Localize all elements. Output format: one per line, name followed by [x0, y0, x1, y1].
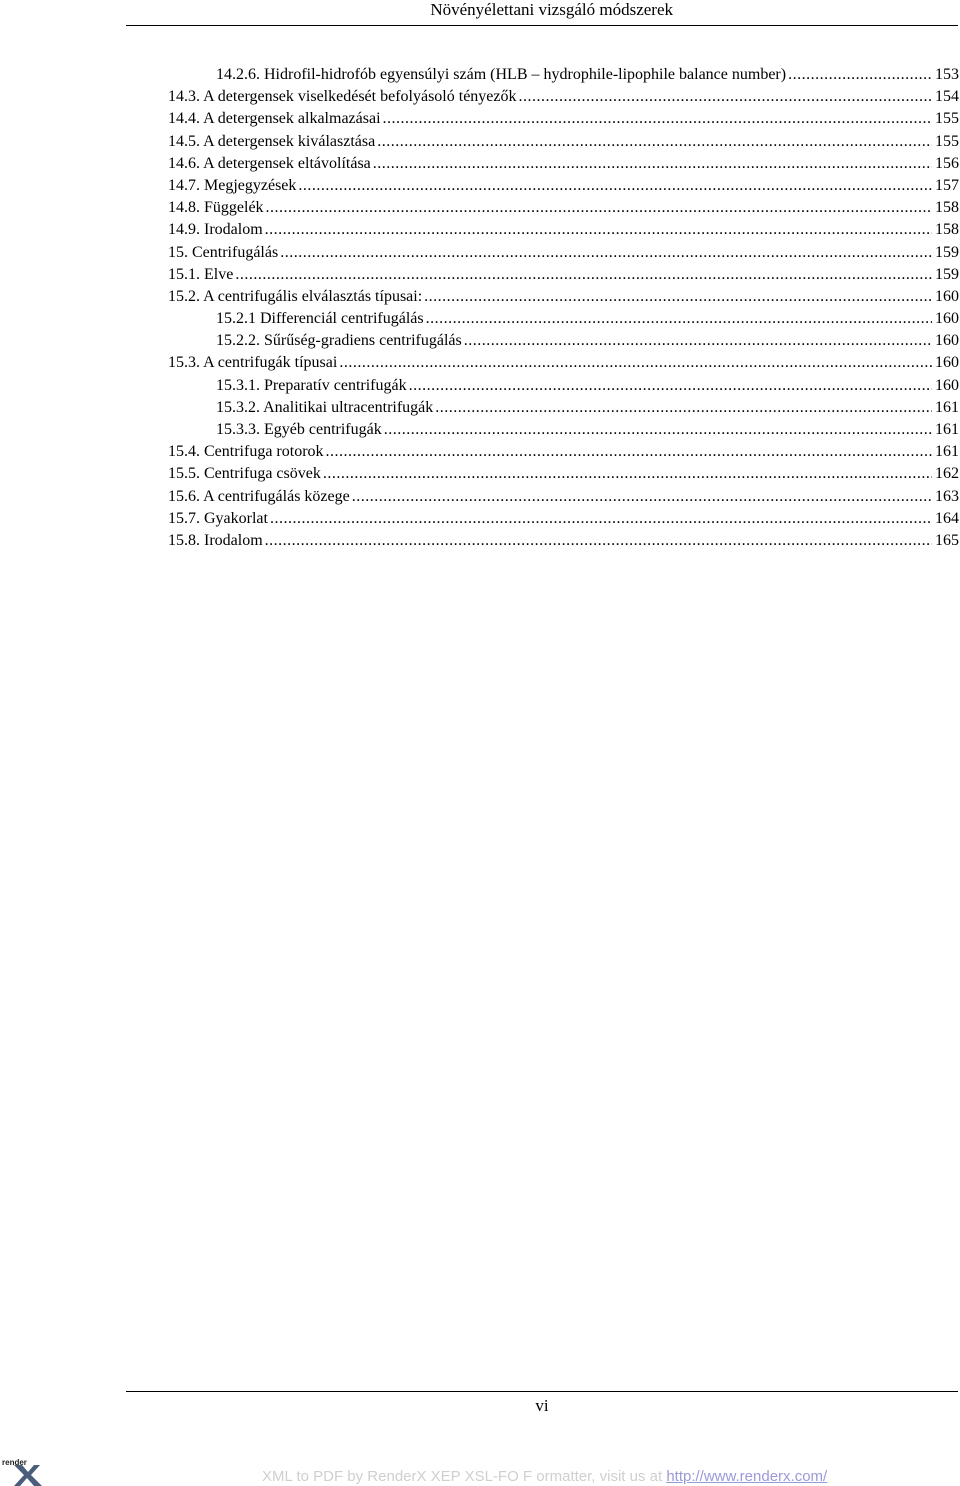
- watermark-link[interactable]: http://www.renderx.com/: [666, 1468, 828, 1485]
- toc-entry-page: 160: [935, 287, 959, 305]
- toc-entry-label: 15.3. A centrifugák típusai: [168, 354, 338, 372]
- running-title: Növényélettani vizsgáló módszerek: [430, 0, 673, 19]
- page-number: vi: [535, 1396, 549, 1415]
- toc-entry[interactable]: [168, 330, 959, 352]
- toc-leader-dots: [383, 108, 932, 130]
- toc-entry[interactable]: [168, 530, 959, 552]
- toc-entry-label: 15.1. Elve: [168, 265, 234, 283]
- toc-entry-label: 14.7. Megjegyzések: [168, 176, 297, 194]
- renderx-logo-text: render: [2, 1458, 27, 1467]
- toc-entry[interactable]: [168, 419, 959, 441]
- toc-entry-page: 153: [935, 66, 959, 83]
- toc-entry-page: 158: [935, 199, 959, 217]
- toc-leader-dots: [326, 441, 932, 463]
- toc-entry-page: 160: [935, 376, 959, 394]
- toc-entry-label: 15.5. Centrifuga csövek: [168, 465, 321, 483]
- toc-entry-label: 15.3.2. Analitikai ultracentrifugák: [216, 398, 434, 416]
- toc-entry[interactable]: [168, 175, 959, 197]
- toc-entry-page: 161: [935, 421, 959, 438]
- toc-leader-dots: [426, 308, 932, 330]
- toc-entry[interactable]: [168, 286, 959, 308]
- toc-leader-dots: [270, 508, 932, 530]
- toc-leader-dots: [519, 86, 933, 108]
- toc-entry-label: 14.6. A detergensek eltávolítása: [168, 154, 371, 172]
- toc-leader-dots: [298, 175, 932, 197]
- toc-entry[interactable]: [168, 86, 959, 108]
- toc-entry-page: 159: [935, 265, 959, 283]
- toc-entry-label: 14.4. A detergensek alkalmazásai: [168, 110, 381, 128]
- toc-leader-dots: [435, 397, 932, 419]
- watermark: [262, 1468, 827, 1485]
- toc-entry[interactable]: [168, 352, 959, 374]
- toc-entry-page: 163: [935, 487, 959, 505]
- toc-leader-dots: [323, 463, 932, 485]
- toc-entry-page: 162: [935, 465, 959, 483]
- table-of-contents: [168, 64, 959, 552]
- toc-entry[interactable]: [168, 64, 959, 86]
- toc-entry-label: 15. Centrifugálás: [168, 243, 279, 261]
- toc-entry-label: 15.8. Irodalom: [168, 531, 263, 549]
- toc-entry-label: 15.2.2. Sűrűség-gradiens centrifugálás: [216, 332, 462, 350]
- toc-leader-dots: [788, 64, 932, 86]
- toc-entry-label: 14.5. A detergensek kiválasztása: [168, 132, 376, 150]
- toc-entry-label: 15.2.1 Differenciál centrifugálás: [216, 310, 424, 328]
- toc-entry[interactable]: [168, 264, 959, 286]
- toc-entry-page: 158: [935, 221, 959, 239]
- toc-entry-page: 160: [935, 332, 959, 350]
- toc-entry-page: 155: [935, 132, 959, 150]
- toc-leader-dots: [266, 197, 932, 219]
- toc-entry-page: 156: [935, 154, 959, 172]
- toc-leader-dots: [373, 153, 932, 175]
- toc-leader-dots: [265, 530, 932, 552]
- toc-entry-page: 160: [935, 310, 959, 328]
- toc-entry[interactable]: [168, 219, 959, 241]
- toc-entry-label: 15.6. A centrifugálás közege: [168, 487, 350, 505]
- toc-entry[interactable]: [168, 441, 959, 463]
- toc-leader-dots: [339, 352, 932, 374]
- toc-entry-page: 157: [935, 176, 959, 194]
- toc-entry-page: 161: [935, 398, 959, 416]
- toc-entry-page: 155: [935, 110, 959, 128]
- toc-entry-label: 15.7. Gyakorlat: [168, 509, 268, 527]
- toc-entry[interactable]: [168, 508, 959, 530]
- toc-entry-label: 14.9. Irodalom: [168, 221, 263, 239]
- toc-leader-dots: [464, 330, 932, 352]
- toc-entry-label: 15.4. Centrifuga rotorok: [168, 443, 324, 461]
- toc-entry[interactable]: [168, 197, 959, 219]
- page-header: [126, 0, 958, 26]
- toc-leader-dots: [377, 131, 932, 153]
- toc-entry[interactable]: [168, 153, 959, 175]
- toc-leader-dots: [424, 286, 932, 308]
- watermark-text: XML to PDF by RenderX XEP XSL-FO F ormatter, visit us at: [262, 1468, 663, 1485]
- toc-entry-page: 160: [935, 354, 959, 372]
- toc-leader-dots: [352, 486, 932, 508]
- toc-entry-label: 15.3.1. Preparatív centrifugák: [216, 376, 407, 394]
- toc-entry-label: 14.3. A detergensek viselkedését befolyásoló tényezők: [168, 88, 517, 106]
- toc-leader-dots: [280, 242, 932, 264]
- toc-entry-label: 14.2.6. Hidrofil-hidrofób egyensúlyi szám (HLB – hydrophile-lipophile balance number): [216, 66, 787, 83]
- toc-leader-dots: [235, 264, 932, 286]
- toc-entry-page: 159: [935, 243, 959, 261]
- toc-entry[interactable]: [168, 108, 959, 130]
- toc-entry[interactable]: [168, 242, 959, 264]
- toc-leader-dots: [265, 219, 932, 241]
- toc-entry[interactable]: [168, 397, 959, 419]
- toc-entry-label: 15.3.3. Egyéb centrifugák: [216, 421, 382, 438]
- toc-entry-page: 164: [935, 509, 959, 527]
- toc-entry[interactable]: [168, 486, 959, 508]
- toc-leader-dots: [409, 375, 932, 397]
- toc-entry-page: 161: [935, 443, 959, 461]
- toc-entry-page: 154: [935, 88, 959, 106]
- toc-entry[interactable]: [168, 131, 959, 153]
- toc-entry-label: 15.2. A centrifugális elválasztás típusai:: [168, 287, 423, 305]
- toc-entry[interactable]: [168, 375, 959, 397]
- footer-divider: [126, 1391, 958, 1392]
- toc-entry-page: 165: [935, 531, 959, 549]
- toc-entry-label: 14.8. Függelék: [168, 199, 264, 217]
- toc-entry[interactable]: [168, 308, 959, 330]
- toc-entry[interactable]: [168, 463, 959, 485]
- toc-leader-dots: [384, 419, 932, 441]
